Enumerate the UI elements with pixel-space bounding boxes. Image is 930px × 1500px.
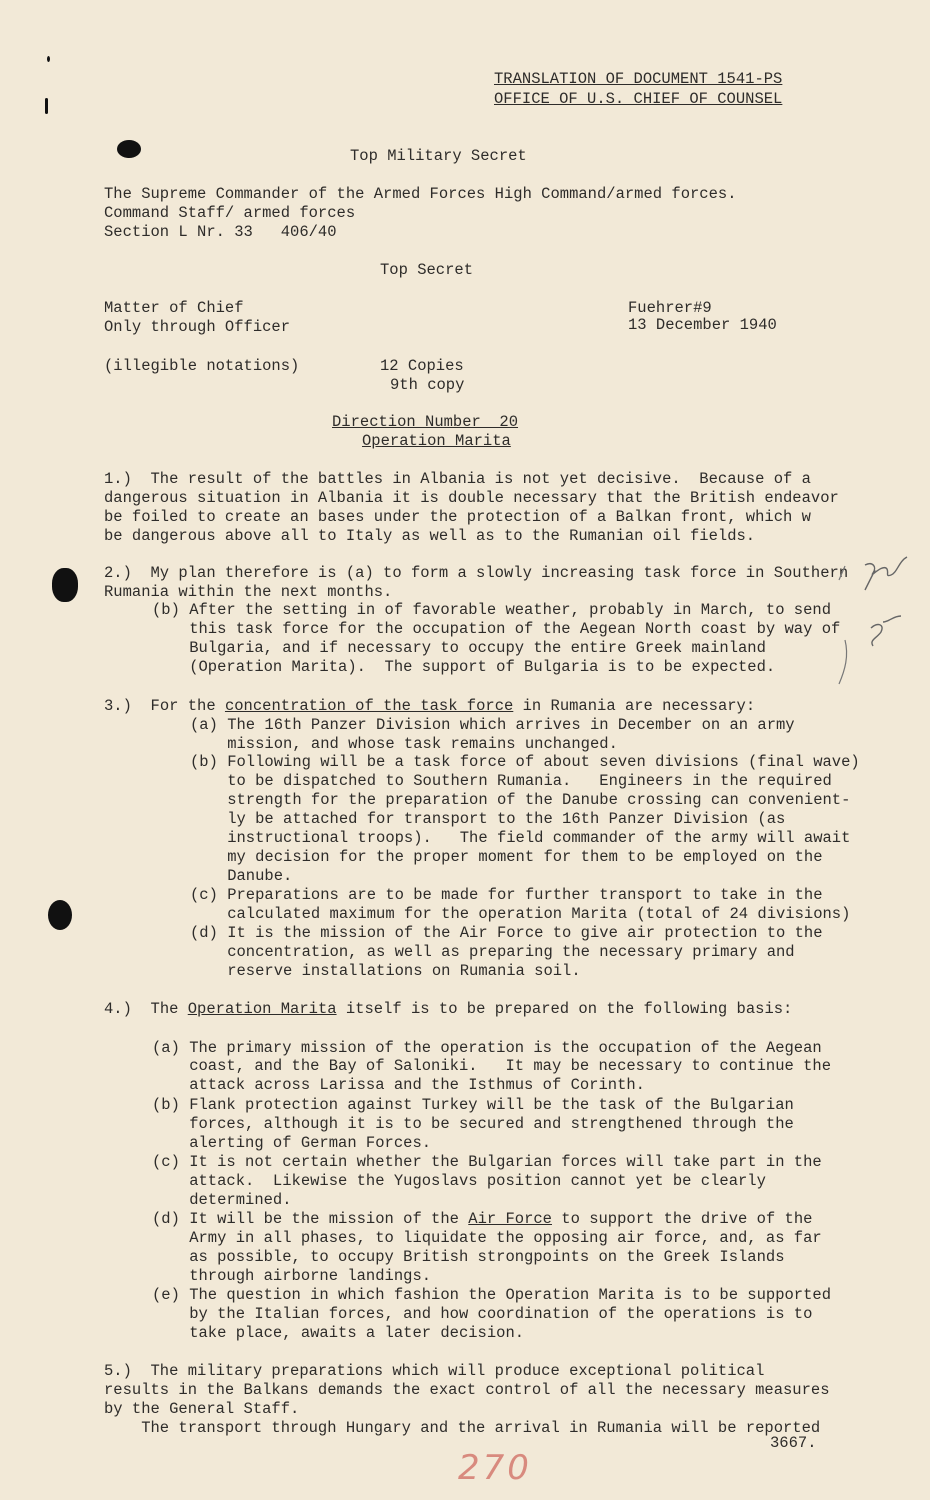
paragraph-2b-line-1: (b) After the setting in of favorable weather, probably in March, to send xyxy=(152,601,832,619)
paragraph-4d-post: to support the drive of the xyxy=(561,1210,813,1228)
paragraph-2b-line-3: Bulgaria, and if necessary to occupy the entire Greek mainland xyxy=(152,639,766,657)
matter-line-2: Only through Officer xyxy=(104,318,291,336)
paragraph-3-item-line: Danube. xyxy=(190,867,293,885)
paragraph-3-lead-text: For the xyxy=(150,697,216,715)
punch-hole-bottom xyxy=(48,900,72,930)
paragraph-4-number: 4.) xyxy=(104,1000,132,1018)
paragraph-5-line-2: results in the Balkans demands the exact control of all the necessary measures xyxy=(104,1381,830,1399)
paragraph-3-item-line: ly be attached for transport to the 16th Panzer Division (as xyxy=(190,810,786,828)
paragraph-4-item-line: (a) The primary mission of the operation is the occupation of the Aegean xyxy=(152,1039,822,1057)
paragraph-4e-line: (e) The question in which fashion the Operation Marita is to be supported xyxy=(152,1286,832,1304)
paragraph-3-item-line: instructional troops). The field commander of the army will await xyxy=(190,829,851,847)
paragraph-2-line-1: 2.) My plan therefore is (a) to form a slowly increasing task force in Southern xyxy=(104,564,849,582)
classification-top-secret: Top Secret xyxy=(380,261,474,279)
paragraph-4e-line: by the Italian forces, and how coordination of the operations is to xyxy=(152,1305,813,1323)
direction-subtitle: Operation Marita xyxy=(362,432,511,450)
paragraph-4-item-line: (b) Flank protection against Turkey will be the task of the Bulgarian xyxy=(152,1096,794,1114)
matter-line-1: Matter of Chief xyxy=(104,299,244,317)
paragraph-3-item-line: strength for the preparation of the Danube crossing can convenient- xyxy=(190,791,851,809)
handwritten-margin-note xyxy=(835,540,915,690)
illegible-notations: (illegible notations) xyxy=(104,357,300,375)
paragraph-3-lead xyxy=(104,697,755,716)
document-date: 13 December 1940 xyxy=(628,316,777,334)
paragraph-5-line-3: by the General Staff. xyxy=(104,1400,300,1418)
paragraph-4d-line: Army in all phases, to liquidate the opposing air force, and, as far xyxy=(152,1229,822,1247)
page-number-stamp: 270 xyxy=(458,1448,532,1488)
paragraph-3-item-line: reserve installations on Rumania soil. xyxy=(190,962,581,980)
paragraph-4-lead-end: itself is to be prepared on the following basis: xyxy=(345,1000,793,1018)
paragraph-3-item-line: concentration, as well as preparing the necessary primary and xyxy=(190,943,795,961)
header-line-1: TRANSLATION OF DOCUMENT 1541-PS xyxy=(494,70,783,88)
paragraph-4-lead xyxy=(104,1000,792,1019)
paragraph-1-line-1: 1.) The result of the battles in Albania is not yet decisive. Because of a xyxy=(104,470,811,488)
paragraph-5-line-1: 5.) The military preparations which will produce exceptional political xyxy=(104,1362,765,1380)
paragraph-4d-line: as possible, to occupy British strongpoints on the Greek Islands xyxy=(152,1248,785,1266)
classification-top-military-secret: Top Military Secret xyxy=(350,147,527,165)
authority-line-1: The Supreme Commander of the Armed Forces High Command/armed forces. xyxy=(104,185,737,203)
punch-hole-middle xyxy=(52,568,78,602)
paragraph-4-lead-text: The xyxy=(150,1000,179,1018)
paragraph-3-underlined: concentration of the task force xyxy=(224,697,514,715)
paragraph-4-item-line: (c) It is not certain whether the Bulgarian forces will take part in the xyxy=(152,1153,822,1171)
paragraph-2-line-2: Rumania within the next months. xyxy=(104,583,393,601)
paragraph-3-item-line: (a) The 16th Panzer Division which arrives in December on an army xyxy=(190,716,795,734)
margin-mark-1 xyxy=(47,56,50,62)
paragraph-4-item-line: determined. xyxy=(152,1191,292,1209)
paragraph-4d-line: through airborne landings. xyxy=(152,1267,432,1285)
paragraph-4-item-line: forces, although it is to be secured and strengthened through the xyxy=(152,1115,794,1133)
paragraph-3-item-line: (b) Following will be a task force of about seven divisions (final wave) xyxy=(190,753,860,771)
paragraph-3-item-line: mission, and whose task remains unchanged. xyxy=(190,735,618,753)
paragraph-3-item-line: calculated maximum for the operation Marita (total of 24 divisions) xyxy=(190,905,851,923)
paragraph-3-item-line: my decision for the proper moment for them to be employed on the xyxy=(190,848,823,866)
copy-number: 9th copy xyxy=(390,376,465,394)
paragraph-4e-line: take place, awaits a later decision. xyxy=(152,1324,525,1342)
paragraph-4d-pre: (d) It will be the mission of the xyxy=(152,1210,459,1228)
document-number: 3667. xyxy=(770,1434,817,1452)
authority-line-2: Command Staff/ armed forces xyxy=(104,204,356,222)
paragraph-4d-underlined: Air Force xyxy=(468,1210,552,1228)
paragraph-3-item-line: (c) Preparations are to be made for further transport to take in the xyxy=(190,886,823,904)
paragraph-3-number: 3.) xyxy=(104,697,132,715)
punch-hole-top xyxy=(117,140,141,158)
authority-line-3: Section L Nr. 33 406/40 xyxy=(104,223,337,241)
paragraph-3-item-line: to be dispatched to Southern Rumania. Engineers in the required xyxy=(190,772,832,790)
paragraph-4-item-line: alerting of German Forces. xyxy=(152,1134,432,1152)
header-line-2: OFFICE OF U.S. CHIEF OF COUNSEL xyxy=(494,90,783,108)
paragraph-1-line-2: dangerous situation in Albania it is double necessary that the British endeavor xyxy=(104,489,839,507)
direction-title: Direction Number 20 xyxy=(332,413,519,431)
paragraph-2b-line-2: this task force for the occupation of the Aegean North coast by way of xyxy=(152,620,841,638)
margin-mark-2 xyxy=(45,98,48,114)
paragraph-1-line-4: be dangerous above all to Italy as well as to the Rumanian oil fields. xyxy=(104,527,756,545)
paragraph-4-underlined: Operation Marita xyxy=(187,1000,337,1018)
paragraph-3-lead-end: in Rumania are necessary: xyxy=(522,697,756,715)
paragraph-5-line-4: The transport through Hungary and the arrival in Rumania will be reported xyxy=(104,1419,821,1437)
copies-count: 12 Copies xyxy=(380,357,464,375)
paragraph-4-item-line: attack across Larissa and the Isthmus of Corinth. xyxy=(152,1076,645,1094)
fuehrer-number: Fuehrer#9 xyxy=(628,299,712,317)
paragraph-3-item-line: (d) It is the mission of the Air Force to give air protection to the xyxy=(190,924,823,942)
paragraph-4d-line-1 xyxy=(152,1210,812,1229)
paragraph-4-item-line: coast, and the Bay of Saloniki. It may be necessary to continue the xyxy=(152,1057,832,1075)
paragraph-2b-line-4: (Operation Marita). The support of Bulgaria is to be expected. xyxy=(152,658,776,676)
paragraph-1-line-3: be foiled to create an bases under the protection of a Balkan front, which w xyxy=(104,508,811,526)
paragraph-4-item-line: attack. Likewise the Yugoslavs position cannot yet be clearly xyxy=(152,1172,766,1190)
